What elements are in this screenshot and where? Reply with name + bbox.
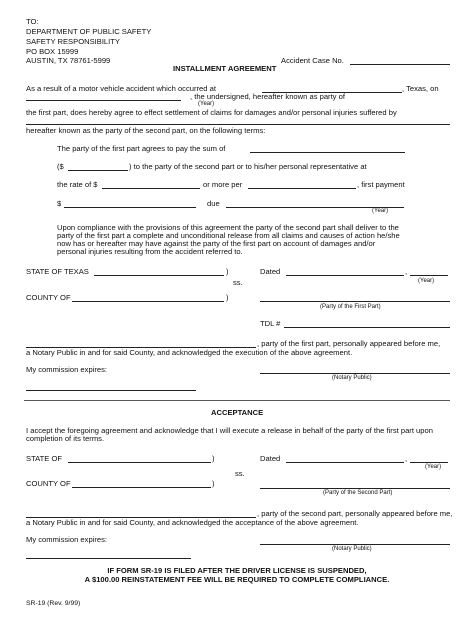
intro-line-1: As a result of a motor vehicle accident which occurred at — [26, 84, 216, 93]
state-field-2[interactable] — [68, 462, 211, 463]
rate-period-field[interactable] — [248, 188, 356, 189]
notary-ack-text-2: a Notary Public in and for said County, and acknowledged the acceptance of the above agreement. — [26, 518, 359, 527]
year-caption: (Year) — [198, 101, 215, 107]
or-more-per-label: or more per — [203, 180, 243, 189]
state-of-label-2: STATE OF — [26, 454, 62, 463]
ss-label-2: ss. — [235, 469, 245, 478]
county-field-2[interactable] — [72, 487, 211, 488]
notary-signature-field-2[interactable] — [260, 544, 450, 545]
dated-label-2: Dated — [260, 454, 281, 463]
dated-year-caption: (Year) — [418, 278, 435, 284]
rate-amount-field[interactable] — [102, 188, 200, 189]
notary-signature-field-1[interactable] — [260, 373, 450, 374]
compliance-line-1: Upon compliance with the provisions of this agreement the party of the second part shall deliver to the — [57, 223, 399, 232]
compliance-line-4: personal injuries resulting from the accident referred to. — [57, 247, 243, 256]
dollar-open: ($ — [57, 162, 64, 171]
state-paren: ) — [226, 267, 229, 276]
dated-year-caption-2: (Year) — [425, 464, 442, 470]
sum-amount-field[interactable] — [68, 170, 128, 171]
dollar-sign: $ — [57, 199, 62, 208]
acceptance-text-2: completion of its terms. — [26, 434, 105, 443]
commission-expires-label-2: My commission expires: — [26, 535, 108, 544]
dated-field[interactable] — [286, 275, 404, 276]
commission-expires-label-1: My commission expires: — [26, 365, 108, 374]
second-party-signature-field[interactable] — [260, 488, 450, 489]
county-paren: ) — [226, 293, 229, 302]
second-party-appeared-text: , party of the second part, personally appeared before me, — [257, 509, 453, 518]
dated-comma: , — [405, 267, 408, 276]
state-field[interactable] — [94, 275, 224, 276]
due-year-caption: (Year) — [372, 208, 389, 214]
city-address: AUSTIN, TX 78761-5999 — [26, 56, 111, 65]
dated-label: Dated — [260, 267, 281, 276]
county-of-label: COUNTY OF — [26, 293, 71, 302]
intro-line-2: , the undersigned, hereafter known as party of — [190, 92, 345, 101]
sum-label: The party of the first part agrees to pay the sum of — [57, 144, 226, 153]
commission-expires-field-2[interactable] — [26, 558, 191, 559]
state-of-texas-label: STATE OF TEXAS — [26, 267, 89, 276]
second-party-name-field[interactable] — [26, 124, 450, 125]
county-of-label-2: COUNTY OF — [26, 479, 71, 488]
first-party-appeared-text: , party of the first part, personally appeared before me, — [257, 339, 441, 348]
tdl-field[interactable] — [284, 327, 450, 328]
department-name: DEPARTMENT OF PUBLIC SAFETY — [26, 27, 152, 36]
to-second-party-text: ) to the party of the second part or to his/her personal representative at — [129, 162, 367, 171]
first-party-signature-field[interactable] — [260, 301, 450, 302]
compliance-line-3: now has or hereafter may have against the party of the first part on account of damages and/or — [57, 239, 376, 248]
notary-ack-text-1: a Notary Public in and for said County, and acknowledged the execution of the above agreement. — [26, 348, 353, 357]
second-party-caption: (Party of the Second Part) — [323, 490, 393, 496]
to-label: TO: — [26, 17, 39, 26]
dated-year-field-2[interactable] — [410, 462, 448, 463]
ss-label: ss. — [233, 278, 243, 287]
acceptance-title: ACCEPTANCE — [211, 408, 264, 417]
first-payment-label: , first payment — [357, 180, 405, 189]
notary-public-caption-1: (Notary Public) — [332, 375, 372, 381]
county-paren-2: ) — [212, 479, 215, 488]
dated-year-field[interactable] — [410, 275, 448, 276]
accident-date-field[interactable] — [26, 100, 181, 101]
sum-words-field[interactable] — [250, 152, 405, 153]
po-box: PO BOX 15999 — [26, 47, 79, 56]
intro-line-4: hereafter known as the party of the second part, on the following terms: — [26, 126, 266, 135]
dated-field-2[interactable] — [286, 462, 404, 463]
state-paren-2: ) — [212, 454, 215, 463]
warning-line-2: A $100.00 REINSTATEMENT FEE WILL BE REQUIRED TO COMPLETE COMPLIANCE. — [84, 575, 390, 584]
first-payment-amount-field[interactable] — [64, 207, 196, 208]
rate-label: the rate of $ — [57, 180, 98, 189]
compliance-line-2: party of the first part a complete and unconditional release from all claims and causes of action he/she — [57, 231, 400, 240]
form-id: SR-19 (Rev. 9/99) — [26, 600, 81, 607]
dated-comma-2: , — [405, 454, 408, 463]
due-label: due — [207, 199, 220, 208]
county-field[interactable] — [72, 301, 224, 302]
commission-expires-field-1[interactable] — [26, 390, 196, 391]
first-party-caption: (Party of the First Part) — [320, 304, 381, 310]
notary-public-caption-2: (Notary Public) — [332, 546, 372, 552]
accident-case-field[interactable] — [350, 64, 450, 65]
accident-case-label: Accident Case No. — [281, 56, 344, 65]
intro-texas-on: , Texas, on — [402, 84, 439, 93]
warning-line-1: IF FORM SR-19 IS FILED AFTER THE DRIVER LICENSE IS SUSPENDED, — [107, 566, 367, 575]
tdl-label: TDL # — [260, 319, 281, 328]
division-name: SAFETY RESPONSIBILITY — [26, 37, 120, 46]
form-title: INSTALLMENT AGREEMENT — [173, 64, 277, 73]
acceptance-text-1: I accept the foregoing agreement and acknowledge that I will execute a release in behalf of the party of the first part upon — [26, 426, 433, 435]
intro-line-3: the first part, does hereby agree to effect settlement of claims for damages and/or personal injuries suffered by — [26, 108, 397, 117]
section-divider — [24, 400, 450, 401]
